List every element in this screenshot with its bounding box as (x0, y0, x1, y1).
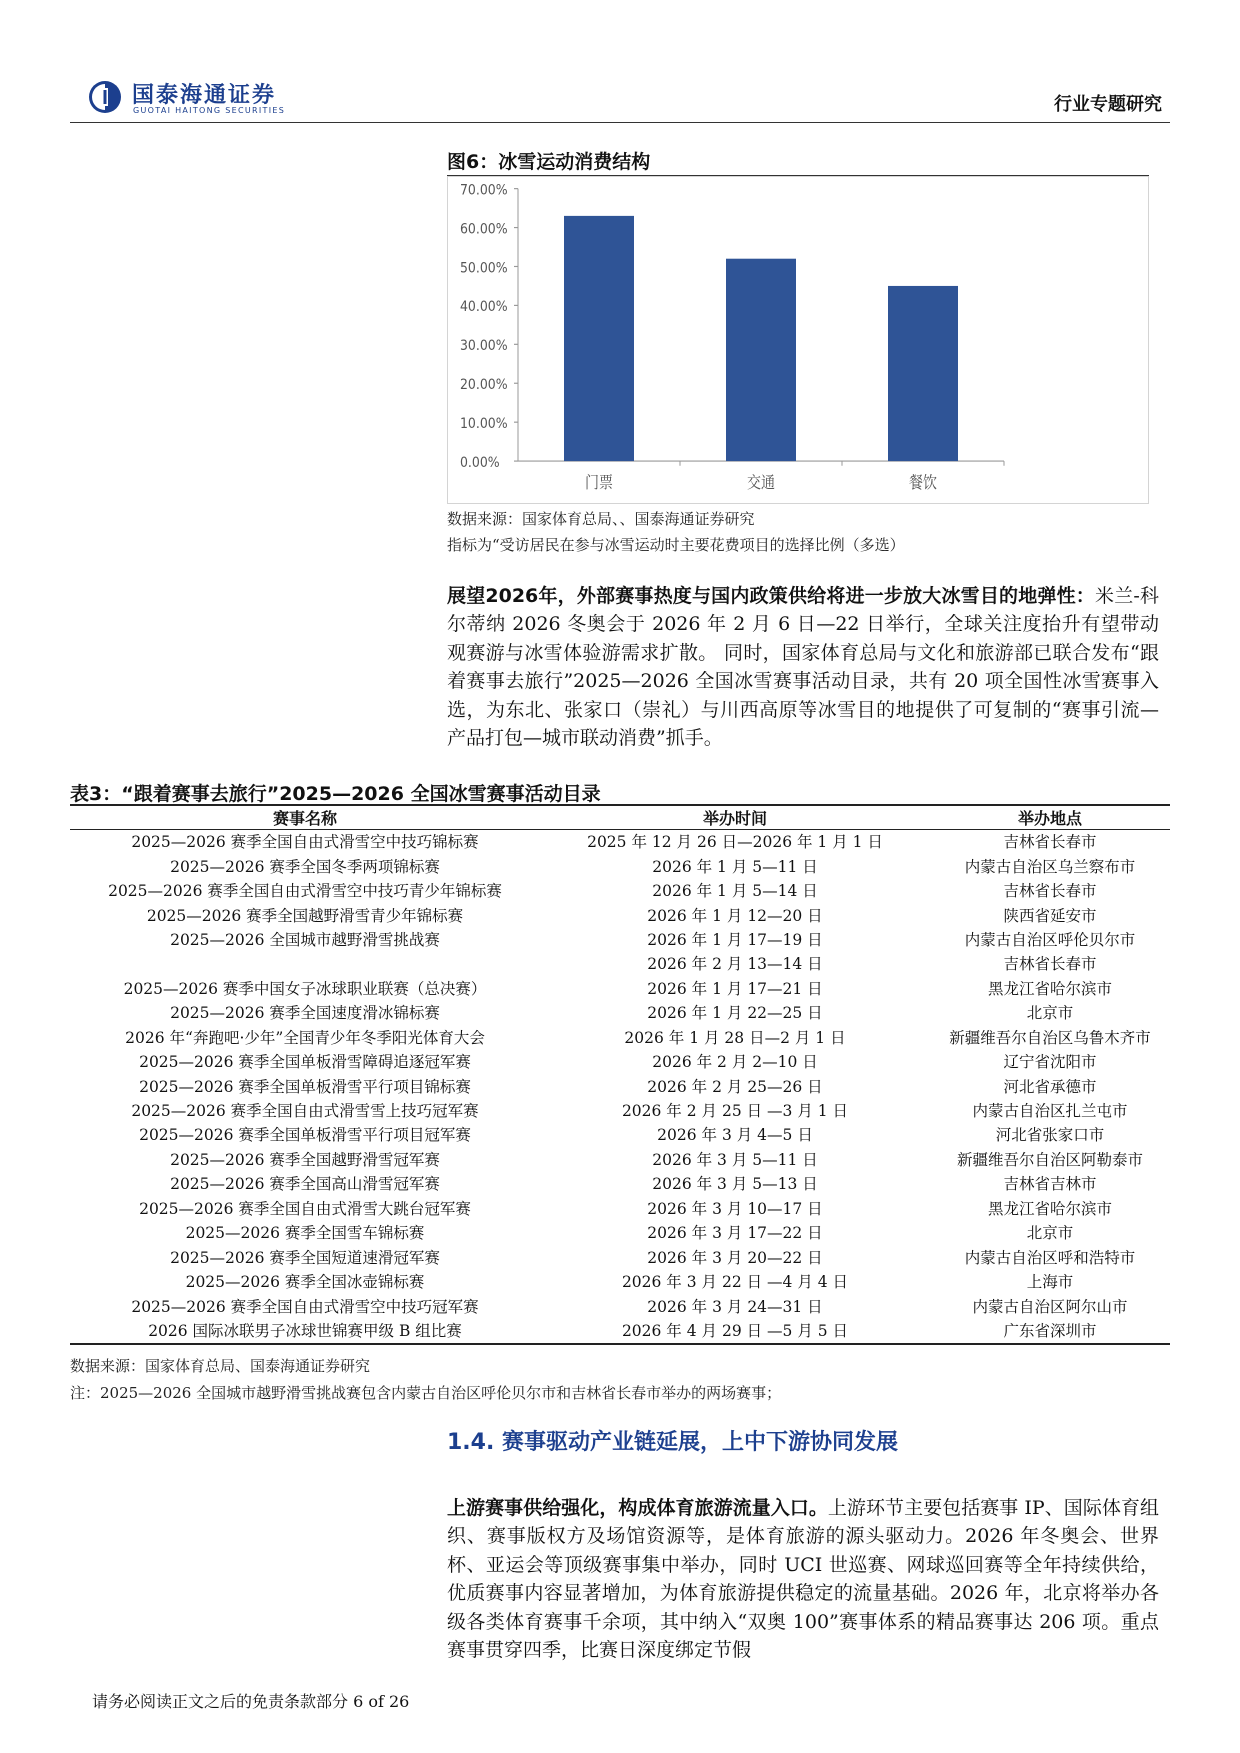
event-name-cell: 2025—2026 赛季全国冰壶锦标赛 (185, 1273, 425, 1292)
event-time-cell: 2026 年 3 月 4—5 日 (657, 1126, 813, 1145)
section-heading: 1.4. 赛事驱动产业链延展，上中下游协同发展 (447, 1430, 898, 1455)
column-header-location: 举办地点 (930, 805, 1170, 830)
company-name-en: GUOTAI HAITONG SECURITIES (133, 106, 286, 115)
event-location-cell: 内蒙古自治区扎兰屯市 (972, 1102, 1128, 1121)
event-location-cell: 新疆维吾尔自治区阿勒泰市 (956, 1150, 1143, 1169)
event-name-cell: 2025—2026 赛季全国越野滑雪冠军赛 (170, 1150, 440, 1169)
bar-交通 (726, 259, 796, 461)
event-time-cell: 2026 年 1 月 5—14 日 (652, 882, 818, 901)
table-row (70, 1294, 1170, 1318)
body-paragraph-outlook (447, 582, 1159, 752)
event-location-cell: 吉林省吉林市 (1003, 1175, 1097, 1194)
table-row (70, 928, 1170, 952)
event-time-cell: 2026 年 3 月 10—17 日 (647, 1199, 823, 1218)
event-name-cell: 2025—2026 赛季全国自由式滑雪空中技巧冠军赛 (131, 1297, 479, 1316)
y-tick-label: 0.00% (460, 454, 500, 472)
event-table (70, 804, 1170, 1345)
event-location-cell: 北京市 (1026, 1224, 1074, 1243)
event-location-cell: 上海市 (1026, 1273, 1074, 1292)
event-time-cell: 2026 年 2 月 2—10 日 (652, 1053, 818, 1072)
event-name-cell: 2025—2026 全国城市越野滑雪挑战赛 (170, 930, 440, 949)
table-header-row (70, 805, 1170, 830)
event-time-cell: 2026 年 2 月 25—26 日 (647, 1077, 823, 1096)
company-logo-icon (88, 80, 122, 114)
event-name-cell: 2025—2026 赛季全国单板滑雪平行项目冠军赛 (139, 1126, 471, 1145)
figure-source: 数据来源：国家体育总局、、国泰海通证券研究 (447, 510, 755, 528)
table-row (70, 1099, 1170, 1123)
y-tick-label: 50.00% (460, 259, 508, 277)
event-time-cell: 2026 年 1 月 17—21 日 (647, 979, 823, 998)
table-row (70, 1270, 1170, 1294)
table-row (70, 1001, 1170, 1025)
bar-chart-svg (448, 177, 1148, 503)
bar-chart (447, 176, 1149, 504)
table-row (70, 1074, 1170, 1098)
table-row (70, 1319, 1170, 1344)
page-header (70, 70, 1170, 120)
event-time-cell: 2026 年 2 月 13—14 日 (647, 955, 823, 974)
event-time-cell: 2026 年 3 月 5—13 日 (652, 1175, 818, 1194)
event-time-cell: 2026 年 3 月 20—22 日 (647, 1248, 823, 1267)
event-location-cell: 黑龙江省哈尔滨市 (987, 979, 1112, 998)
table-row (70, 952, 1170, 976)
event-time-cell: 2025 年 12 月 26 日—2026 年 1 月 1 日 (587, 833, 883, 852)
event-time-cell: 2026 年 3 月 22 日 —4 月 4 日 (621, 1273, 849, 1292)
event-name-cell (70, 952, 540, 976)
x-tick-label: 餐饮 (909, 472, 937, 493)
figure-note: 指标为“受访居民在参与冰雪运动时主要花费项目的选择比例（多选） (447, 536, 905, 554)
x-tick-label: 交通 (747, 472, 775, 493)
event-time-cell: 2026 年 1 月 28 日—2 月 1 日 (624, 1028, 846, 1047)
header-divider (70, 122, 1170, 123)
y-tick-label: 20.00% (460, 376, 508, 394)
event-name-cell: 2025—2026 赛季全国自由式滑雪空中技巧青少年锦标赛 (108, 882, 502, 901)
event-name-cell: 2025—2026 赛季中国女子冰球职业联赛（总决赛） (123, 979, 487, 998)
event-name-cell: 2025—2026 赛季全国自由式滑雪大跳台冠军赛 (139, 1199, 471, 1218)
event-location-cell: 吉林省长春市 (1003, 882, 1097, 901)
table-row (70, 1026, 1170, 1050)
event-name-cell: 2025—2026 赛季全国高山滑雪冠军赛 (170, 1175, 440, 1194)
event-name-cell: 2025—2026 赛季全国冬季两项锦标赛 (170, 857, 440, 876)
event-time-cell: 2026 年 3 月 24—31 日 (647, 1297, 823, 1316)
paragraph-lead: 展望2026年，外部赛事热度与国内政策供给将进一步放大冰雪目的地弹性： (447, 585, 1095, 607)
table-row (70, 1123, 1170, 1147)
event-name-cell: 2026 年“奔跑吧·少年”全国青少年冬季阳光体育大会 (125, 1028, 485, 1047)
event-location-cell: 黑龙江省哈尔滨市 (987, 1199, 1112, 1218)
event-time-cell: 2026 年 3 月 5—11 日 (652, 1150, 818, 1169)
event-location-cell: 吉林省长春市 (1003, 955, 1097, 974)
event-location-cell: 内蒙古自治区呼伦贝尔市 (964, 930, 1136, 949)
body-paragraph-upstream (447, 1494, 1159, 1664)
table-row (70, 830, 1170, 855)
event-name-cell: 2025—2026 赛季全国越野滑雪青少年锦标赛 (146, 906, 464, 925)
event-time-cell: 2026 年 1 月 5—11 日 (652, 857, 818, 876)
table-title: 表3：“跟着赛事去旅行”2025—2026 全国冰雪赛事活动目录 (70, 783, 601, 805)
x-tick-label: 门票 (585, 472, 613, 493)
event-location-cell: 内蒙古自治区乌兰察布市 (964, 857, 1136, 876)
event-location-cell: 陕西省延安市 (1003, 906, 1097, 925)
table-row (70, 1245, 1170, 1269)
table-row (70, 1172, 1170, 1196)
column-header-name: 赛事名称 (70, 805, 540, 830)
event-name-cell: 2025—2026 赛季全国自由式滑雪空中技巧锦标赛 (131, 833, 479, 852)
y-tick-label: 10.00% (460, 415, 508, 433)
y-tick-label: 70.00% (460, 181, 508, 199)
table-source: 数据来源：国家体育总局、国泰海通证券研究 (70, 1357, 371, 1375)
column-header-time: 举办时间 (540, 805, 930, 830)
event-time-cell: 2026 年 2 月 25 日 —3 月 1 日 (621, 1102, 849, 1121)
event-location-cell: 北京市 (1026, 1004, 1074, 1023)
event-name-cell: 2025—2026 赛季全国单板滑雪障碍追逐冠军赛 (139, 1053, 471, 1072)
event-time-cell: 2026 年 3 月 17—22 日 (647, 1224, 823, 1243)
event-name-cell: 2025—2026 赛季全国自由式滑雪雪上技巧冠军赛 (131, 1102, 479, 1121)
event-location-cell: 内蒙古自治区阿尔山市 (972, 1297, 1128, 1316)
event-location-cell: 内蒙古自治区呼和浩特市 (964, 1248, 1136, 1267)
paragraph-text: 上游环节主要包括赛事 IP、国际体育组织、赛事版权方及场馆资源等，是体育旅游的源头驱动力。2026 年冬奥会、世界杯、亚运会等顶级赛事集中举办，同时 UCI 世巡赛、网球巡回赛等全年持续供给，优质赛事内容显著增加，为体育旅游提供稳定的流量基础。2026 年，北京将举办各级各类体育赛事千余项，其中纳入“双奥 100”赛事体系的精品赛事达 206 项。重点赛事贯穿四季，比赛日深度绑定节假 (447, 1497, 1159, 1662)
y-tick-label: 30.00% (460, 337, 508, 355)
company-name-cn: 国泰海通证券 (132, 83, 277, 108)
event-name-cell: 2025—2026 赛季全国速度滑冰锦标赛 (170, 1004, 440, 1023)
table-row (70, 1050, 1170, 1074)
event-time-cell: 2026 年 1 月 12—20 日 (647, 906, 823, 925)
event-name-cell: 2026 国际冰联男子冰球世锦赛甲级 B 组比赛 (70, 1319, 540, 1344)
y-tick-label: 60.00% (460, 220, 508, 238)
event-location-cell: 吉林省长春市 (1003, 833, 1097, 852)
figure-title: 图6：冰雪运动消费结构 (447, 151, 651, 173)
paragraph-lead: 上游赛事供给强化，构成体育旅游流量入口。 (447, 1497, 828, 1519)
event-location-cell: 广东省深圳市 (930, 1319, 1170, 1344)
event-location-cell: 新疆维吾尔自治区乌鲁木齐市 (949, 1028, 1151, 1047)
event-location-cell: 河北省张家口市 (995, 1126, 1105, 1145)
event-name-cell: 2025—2026 赛季全国单板滑雪平行项目锦标赛 (139, 1077, 471, 1096)
event-name-cell: 2025—2026 赛季全国雪车锦标赛 (185, 1224, 425, 1243)
table-row (70, 903, 1170, 927)
event-location-cell: 河北省承德市 (1003, 1077, 1097, 1096)
bar-餐饮 (888, 286, 958, 461)
event-name-cell: 2025—2026 赛季全国短道速滑冠军赛 (170, 1248, 440, 1267)
bar-门票 (564, 216, 634, 461)
y-tick-label: 40.00% (460, 298, 508, 316)
table-row (70, 854, 1170, 878)
page-footer: 请务必阅读正文之后的免责条款部分 6 of 26 (92, 1692, 410, 1711)
report-type-label: 行业专题研究 (1054, 94, 1162, 115)
table-row (70, 879, 1170, 903)
table-row (70, 977, 1170, 1001)
table-row (70, 1197, 1170, 1221)
event-location-cell: 辽宁省沈阳市 (1003, 1053, 1097, 1072)
table-row (70, 1148, 1170, 1172)
table-body (70, 830, 1170, 1345)
table-note: 注：2025—2026 全国城市越野滑雪挑战赛包含内蒙古自治区呼伦贝尔市和吉林省长春市举办的两场赛事； (70, 1384, 782, 1402)
event-time-cell: 2026 年 1 月 22—25 日 (647, 1004, 823, 1023)
paragraph-text: 米兰-科尔蒂纳 2026 冬奥会于 2026 年 2 月 6 日—22 日举行，全球关注度抬升有望带动观赛游与冰雪体验游需求扩散。 同时，国家体育总局与文化和旅游部已联合发布“跟着赛事去旅行”2025—2026 全国冰雪赛事活动目录，共有 20 项全国性冰雪赛事入选，为东北、张家口（崇礼）与川西高原等冰雪目的地提供了可复制的“赛事引流—产品打包—城市联动消费”抓手。 (447, 585, 1159, 750)
table-row (70, 1221, 1170, 1245)
event-time-cell: 2026 年 4 月 29 日 —5 月 5 日 (540, 1319, 930, 1344)
event-time-cell: 2026 年 1 月 17—19 日 (647, 930, 823, 949)
